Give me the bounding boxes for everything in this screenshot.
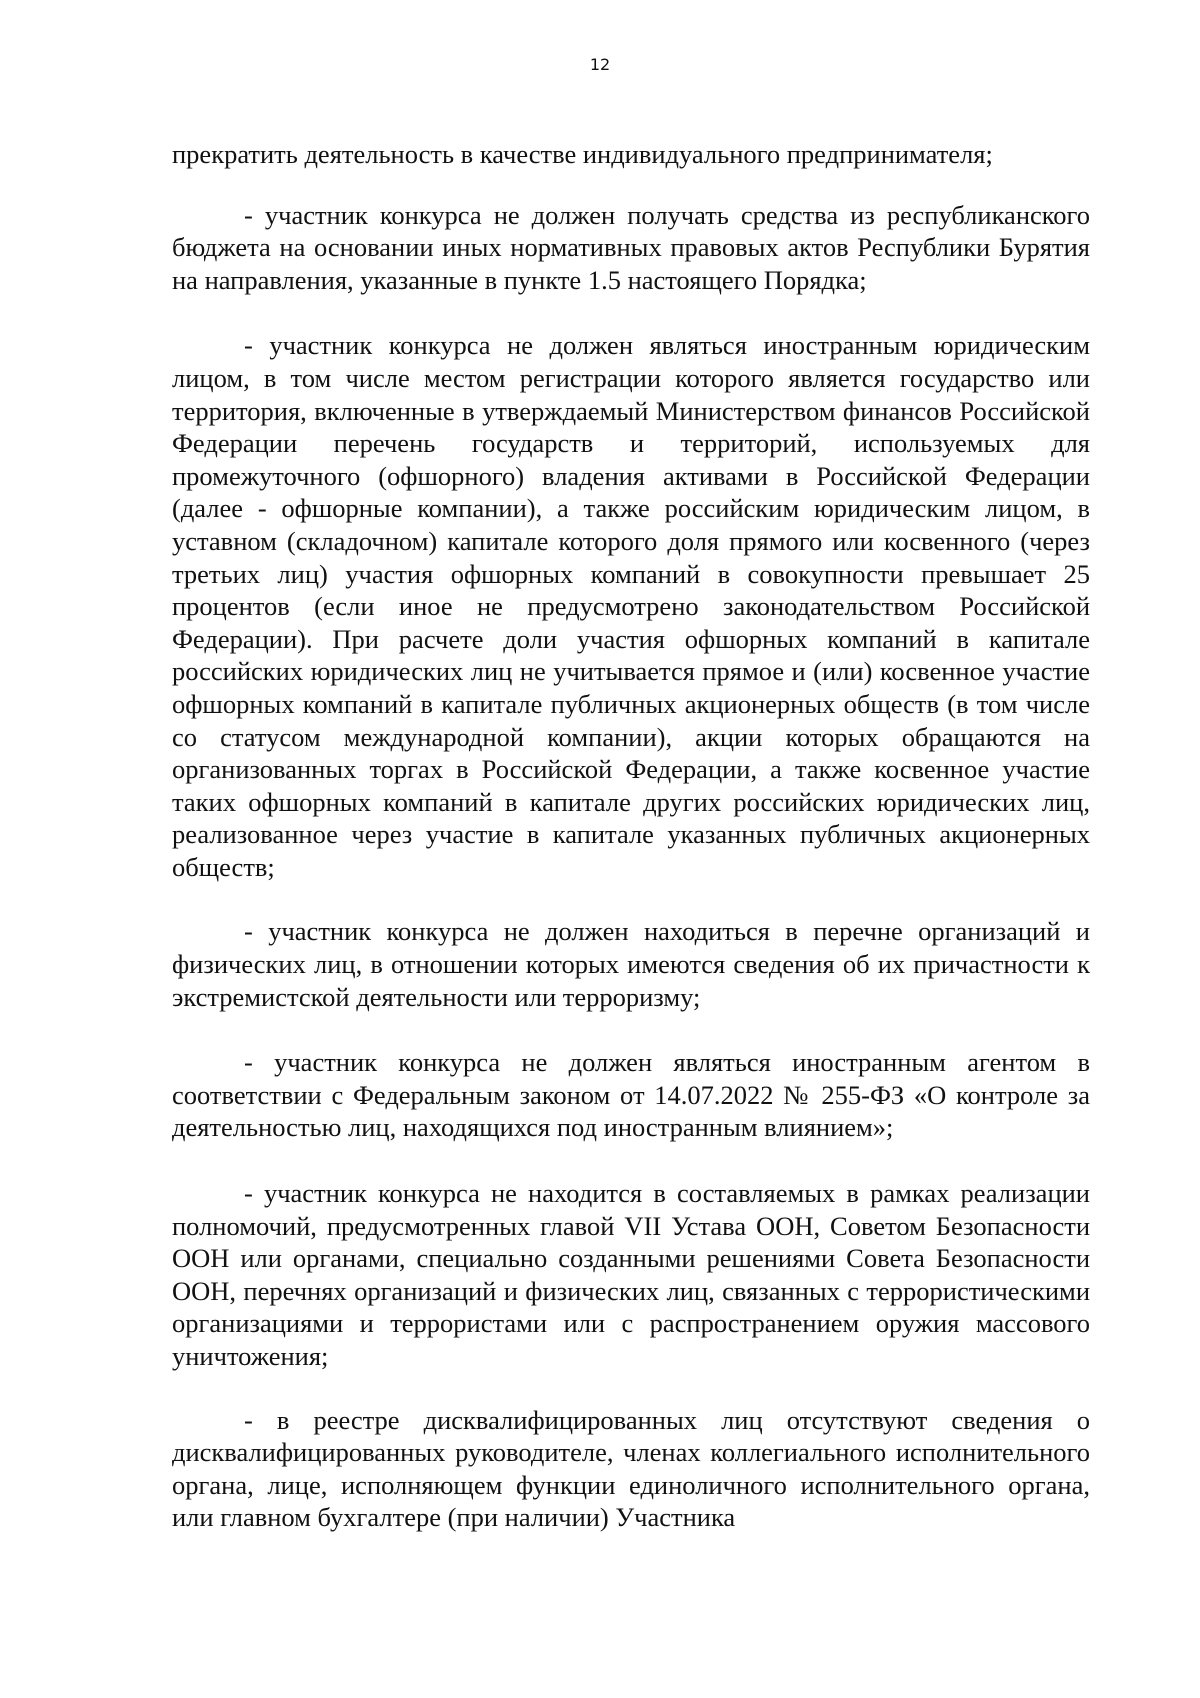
paragraph-un-sanctions: - участник конкурса не находится в составляемых в рамках реализации полномочий, предусмотренных главой VII Устава ООН, Советом Безопасности ООН или органами, специально созданными решениями Совета Безопасности ООН, перечнях организаций и физических лиц, связанных с террористическими организациями и террористами или с распространением оружия массового уничтожения; [172,1178,1090,1371]
paragraph-extremism-list: - участник конкурса не должен находиться в перечне организаций и физических лиц, в отношении которых имеются сведения об их причастности к экстремистской деятельности или терроризму; [172,916,1090,1012]
paragraph-budget-funds: - участник конкурса не должен получать средства из республиканского бюджета на основании иных нормативных правовых актов Республики Бурятия на направления, указанные в пункте 1.5 настоящего Порядка; [172,199,1090,295]
paragraph-foreign-agent: - участник конкурса не должен являться иностранным агентом в соответствии с Федеральным законом от 14.07.2022 № 255-ФЗ «О контроле за деятельностью лиц, находящихся под иностранным влиянием»; [172,1047,1090,1143]
paragraph-disqualified-persons: - в реестре дисквалифицированных лиц отсутствуют сведения о дисквалифицированных руководителе, членах коллегиального исполнительного органа, лице, исполняющем функции единоличного исполнительного органа, или главном бухгалтере (при наличии) Участника [172,1404,1090,1533]
paragraph-offshore-companies: - участник конкурса не должен являться иностранным юридическим лицом, в том числе местом регистрации которого является государство или территория, включенные в утверждаемый Министерством финансов Российской Федерации перечень государств и территорий, используемых для промежуточного (офшорного) владения активами в Российской Федерации (далее - офшорные компании), а также российским юридическим лицом, в уставном (складочном) капитале которого доля прямого или косвенного (через третьих лиц) участия офшорных компаний в совокупности превышает 25 процентов (если иное не предусмотрено законодательством Российской Федерации). При расчете доли участия офшорных компаний в капитале российских юридических лиц не учитывается прямое и (или) косвенное участие офшорных компаний в капитале публичных акционерных обществ (в том числе со статусом международной компании), акции которых обращаются на организованных торгах в Российской Федерации, а также косвенное участие таких офшорных компаний в капитале других российских юридических лиц, реализованное через участие в капитале указанных публичных акционерных обществ; [172,330,1090,882]
document-body [172,138,1090,1534]
paragraph-continuation: прекратить деятельность в качестве индивидуального предпринимателя; [172,139,993,169]
page-number: 12 [589,55,611,74]
